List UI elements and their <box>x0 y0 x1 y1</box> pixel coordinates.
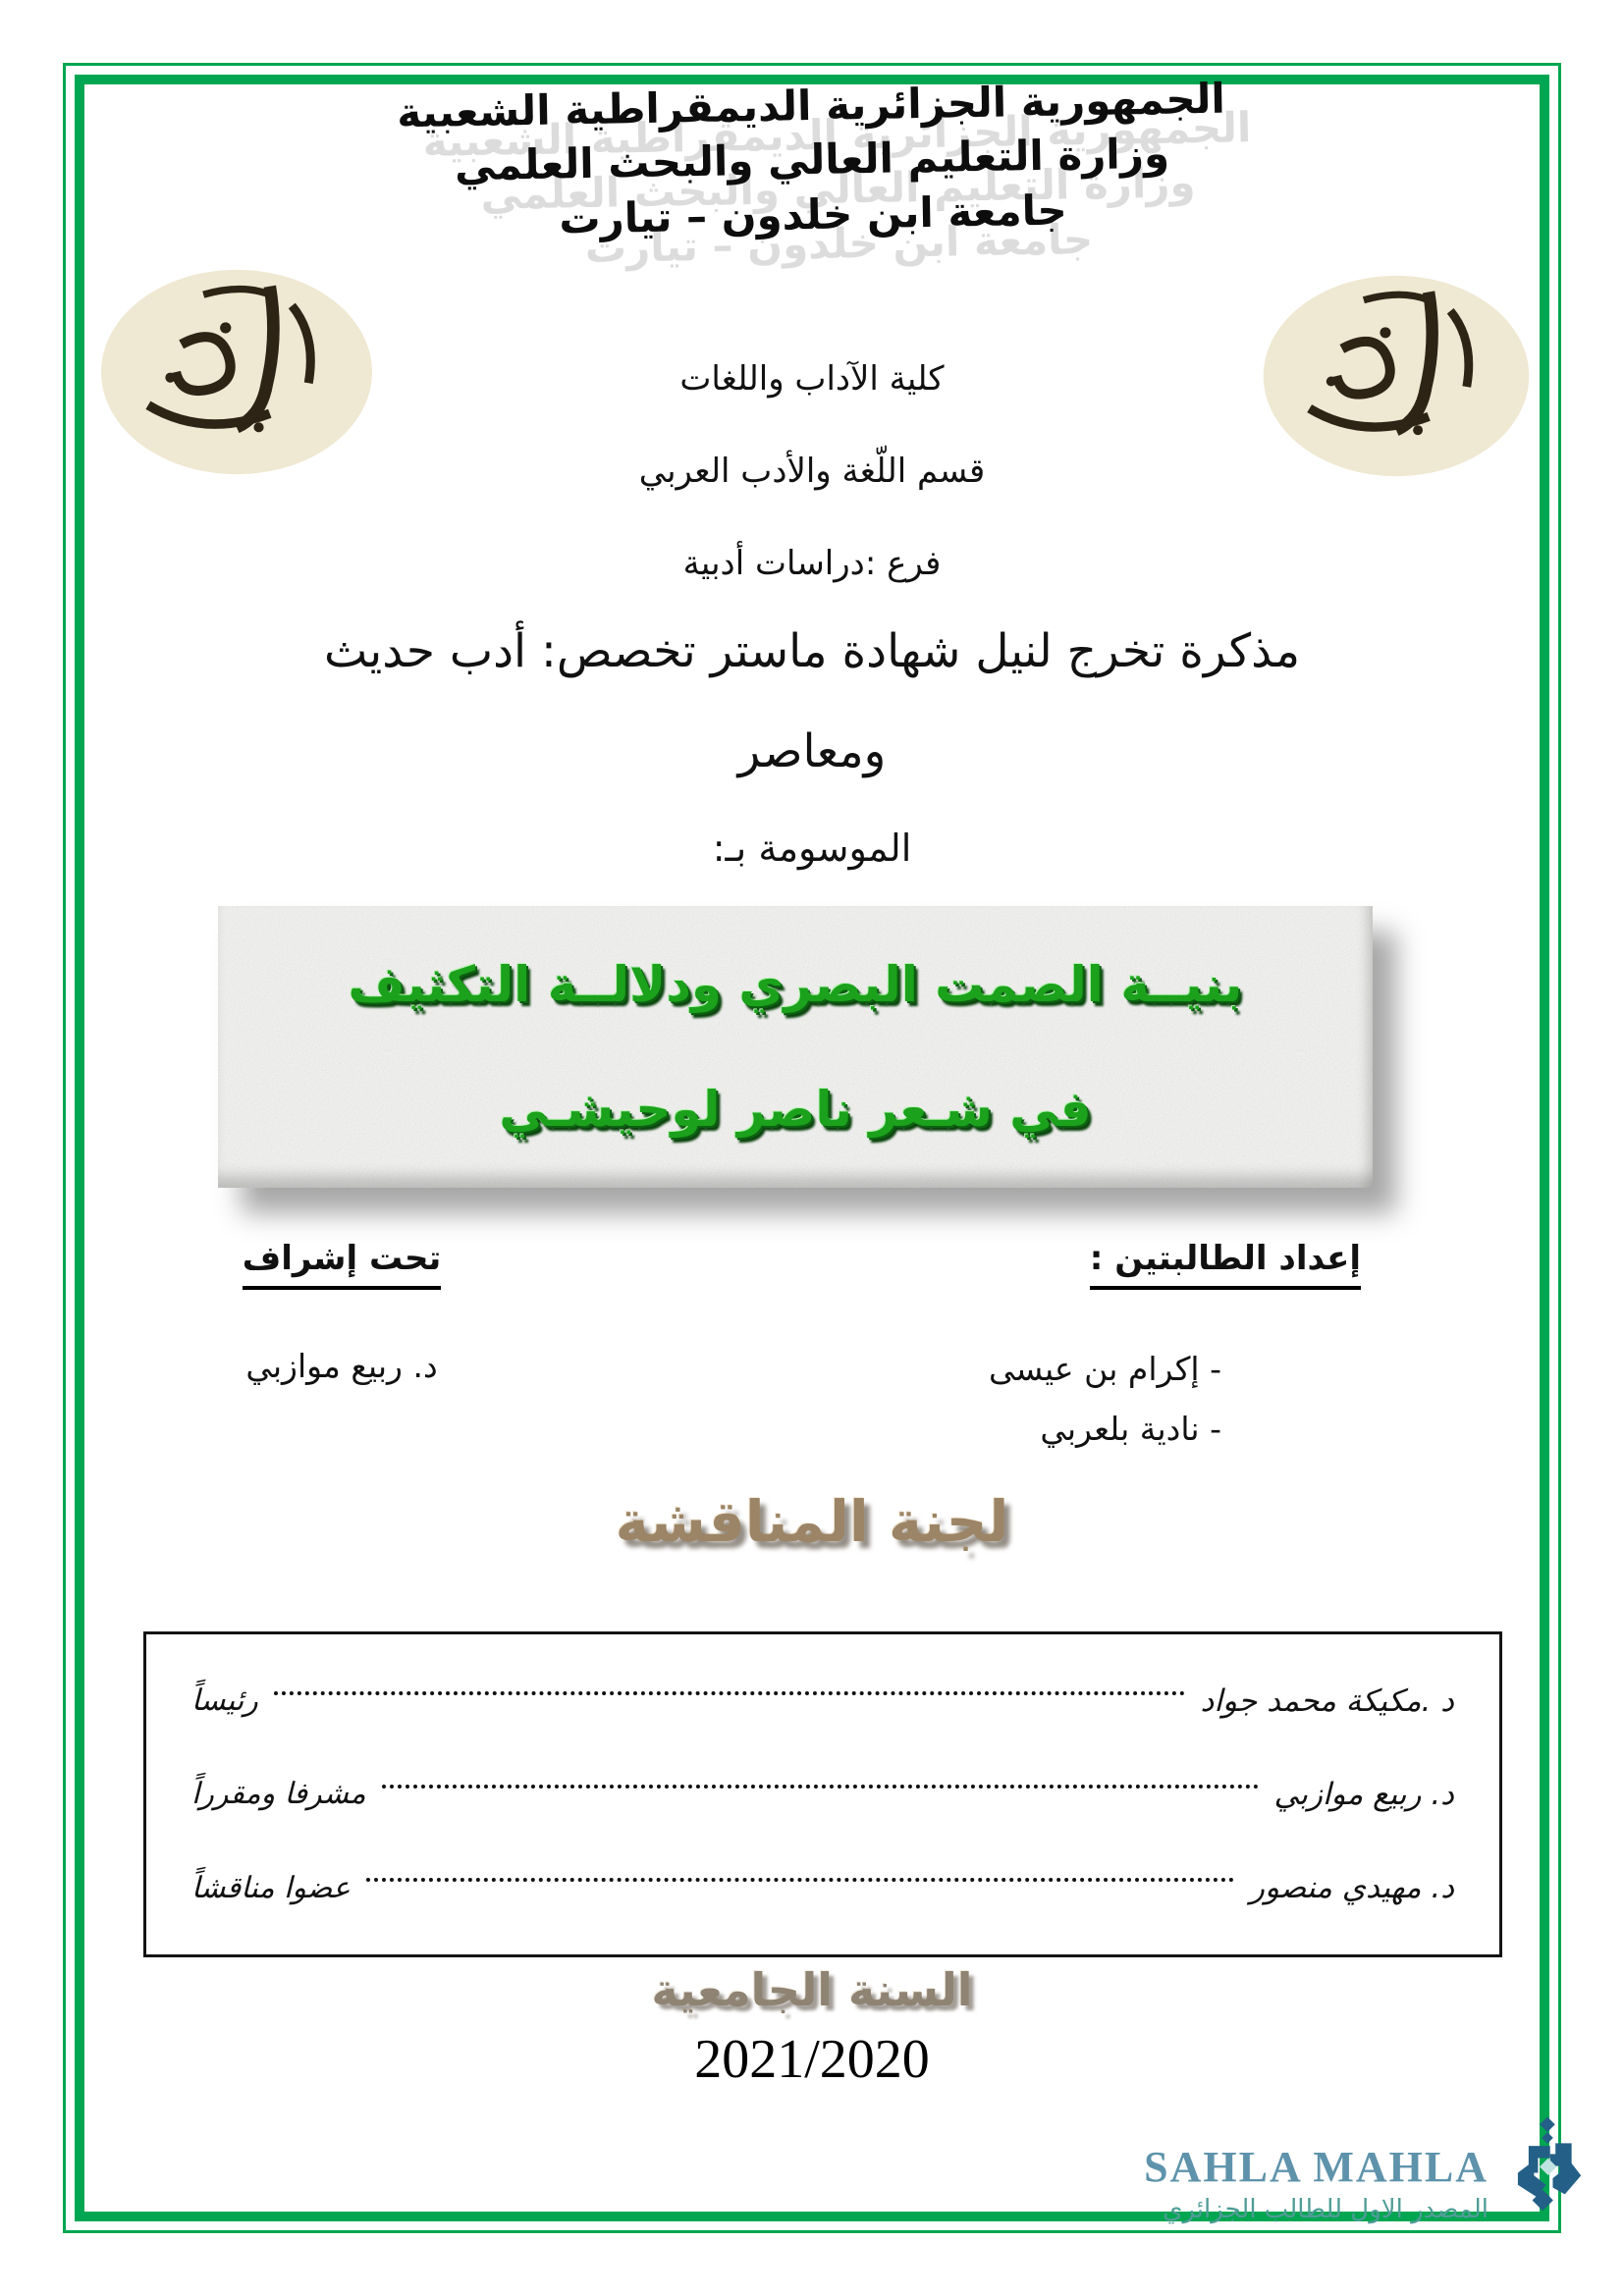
calligraphic-header <box>0 65 1624 256</box>
titled-label: الموسومة بـ: <box>712 827 912 870</box>
committee-row <box>191 1683 1454 1719</box>
noise-texture <box>218 906 1373 1188</box>
ministry-line: وزارة التعليم العالي والبحث العلمي <box>454 130 1170 190</box>
branch-line: فرع :دراسات أدبية <box>682 544 942 583</box>
supervisor-name: د. ربيع موازبي <box>245 1347 438 1385</box>
thesis-type-line2: ومعاصر <box>737 724 887 778</box>
university-line: جامعة ابن خلدون – تيارت <box>558 186 1068 243</box>
dotted-leader <box>382 1785 1259 1789</box>
republic-line: الجمهورية الجزائرية الديمقراطية الشعبية <box>396 74 1226 137</box>
author-name: - نادية بلعربي <box>1040 1410 1221 1449</box>
committee-row <box>191 1777 1454 1812</box>
sahla-mahla-watermark <box>1144 2143 1489 2224</box>
thesis-title-line2: في شـعر ناصر لوحيشـي <box>499 1081 1092 1139</box>
committee-box <box>143 1631 1502 1957</box>
authors-heading: إعداد الطالبتين : <box>1090 1239 1361 1290</box>
dotted-leader <box>274 1691 1185 1695</box>
sahla-mahla-tagline: المصدر الاول للطالب الجزائري <box>1163 2195 1489 2224</box>
sahla-mahla-brand-text: SAHLA MAHLA <box>1144 2143 1489 2191</box>
academic-year-value: 2021/2020 <box>694 2029 930 2090</box>
committee-heading: لجنة المناقشة <box>615 1488 1009 1555</box>
author-name: - إكرام بن عيسى <box>989 1350 1221 1388</box>
dotted-leader <box>366 1878 1234 1882</box>
academic-year-label: السنة الجامعية <box>651 1963 973 2016</box>
committee-member-name: د. ربيع موازبي <box>1273 1776 1454 1812</box>
committee-row <box>191 1870 1454 1905</box>
committee-member-role: مشرفا ومقرراً <box>191 1777 366 1812</box>
supervisor-heading: تحت إشراف <box>243 1239 442 1290</box>
committee-member-role: عضوا مناقشاً <box>191 1870 351 1905</box>
supervisor-section <box>222 1239 461 1385</box>
department-line: قسم اللّغة والأدب العربي <box>638 452 986 491</box>
sahla-mahla-logo-icon <box>1506 2116 1589 2218</box>
committee-member-role: رئيساً <box>191 1683 258 1719</box>
thesis-type-line1: مذكرة تخرج لنيل شهادة ماستر تخصص: أدب حديث <box>323 624 1301 678</box>
authors-list <box>989 1339 1221 1459</box>
thesis-title-box <box>218 906 1373 1188</box>
committee-member-name: د. مهيدي منصور <box>1250 1870 1454 1906</box>
thesis-title-line1: بنيــة الصمت البصري ودلالــة التكثيف <box>348 955 1243 1013</box>
authors-section <box>989 1239 1361 1459</box>
faculty-line: كلية الآداب واللغات <box>679 359 945 399</box>
committee-member-name: د .مكيكة محمد جواد <box>1200 1682 1454 1719</box>
